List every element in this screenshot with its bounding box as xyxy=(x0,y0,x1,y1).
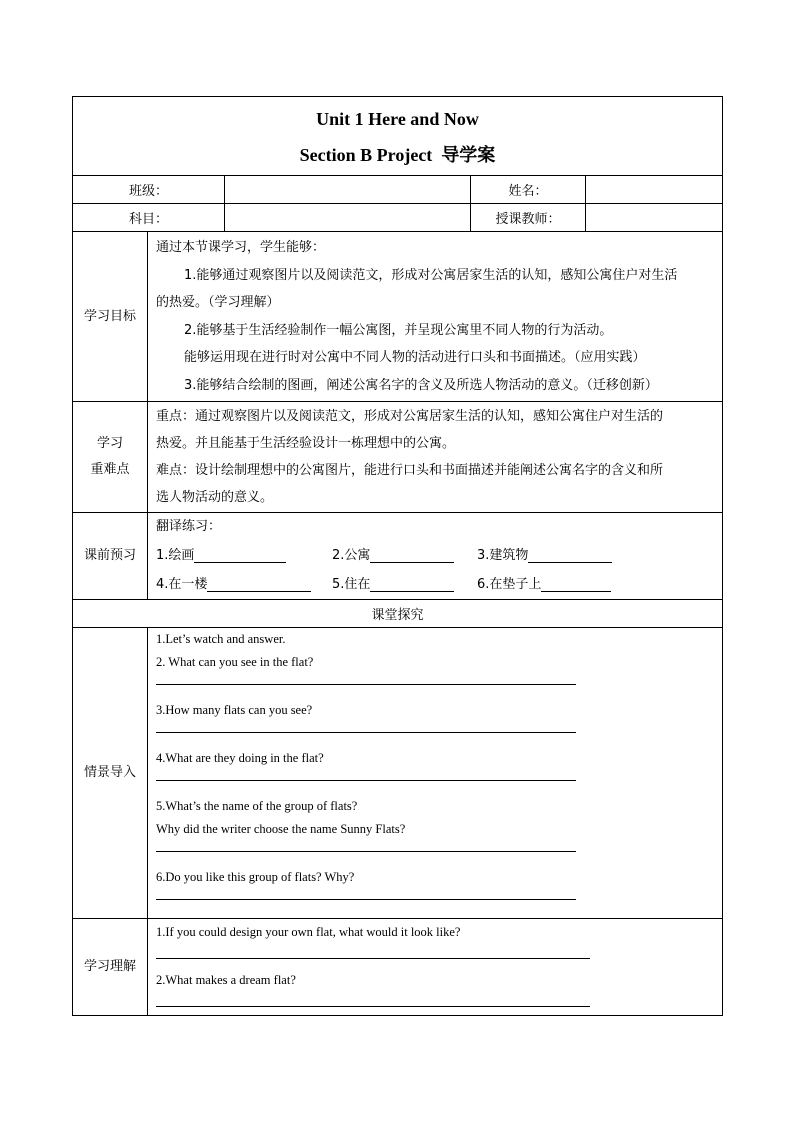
preview-item xyxy=(332,544,477,563)
question: 3.How many flats can you see? xyxy=(156,703,313,717)
preview-answer-line[interactable] xyxy=(528,548,612,563)
worksheet xyxy=(72,96,722,1016)
goals-content xyxy=(148,232,723,402)
preview-item-label: 2.公寓 xyxy=(332,548,371,563)
question: Why did the writer choose the name Sunny Flats? xyxy=(156,822,406,836)
preview-item-label: 6.在垫子上 xyxy=(477,577,542,592)
preview-answer-line[interactable] xyxy=(541,577,611,592)
preview-title: 翻译练习： xyxy=(156,519,222,534)
understand-label: 学习理解 xyxy=(73,919,148,1016)
question: 1.If you could design your own flat, what would it look like? xyxy=(156,925,461,939)
preview-item-label: 3.建筑物 xyxy=(477,548,529,563)
question: 1.Let’s watch and answer. xyxy=(156,632,286,646)
answer-line[interactable] xyxy=(156,674,576,685)
keypoints-content xyxy=(148,402,723,513)
lead-in-label: 情景导入 xyxy=(73,628,148,919)
question: 2.What makes a dream flat? xyxy=(156,973,296,987)
preview-item xyxy=(477,544,612,563)
question: 6.Do you like this group of flats? Why? xyxy=(156,870,355,884)
teacher-label: 授课教师： xyxy=(471,204,586,232)
goal-item: 2.能够基于生活经验制作一幅公寓图，并呈现公寓里不同人物的行为活动。 xyxy=(184,322,613,338)
keypoints-label-line1: 学习 xyxy=(96,436,123,451)
preview-label: 课前预习 xyxy=(73,513,148,600)
key-point: 重点：通过观察图片以及阅读范文，形成对公寓居家生活的认知，感知公寓住户对生活的 xyxy=(156,409,664,424)
preview-answer-line[interactable] xyxy=(370,548,454,563)
preview-item-label: 1.绘画 xyxy=(156,548,195,563)
goal-item: 能够运用现在进行时对公寓中不同人物的活动进行口头和书面描述。（应用实践） xyxy=(184,350,646,365)
section-title-cn: 导学案 xyxy=(441,144,496,166)
understand-content xyxy=(148,919,723,1016)
goal-item: 3.能够结合绘制的图画，阐述公寓名字的含义及所选人物活动的意义。（迁移创新） xyxy=(184,377,658,393)
teacher-field[interactable] xyxy=(586,204,723,232)
title-cell xyxy=(73,97,723,176)
preview-row xyxy=(156,568,714,597)
question: 2. What can you see in the flat? xyxy=(156,655,314,669)
difficult-point: 难点：设计绘制理想中的公寓图片，能进行口头和书面描述并能阐述公寓名字的含义和所 xyxy=(156,463,664,478)
answer-line[interactable] xyxy=(156,944,590,959)
preview-answer-line[interactable] xyxy=(207,577,311,592)
answer-line[interactable] xyxy=(156,770,576,781)
answer-line[interactable] xyxy=(156,992,590,1007)
preview-item xyxy=(156,573,332,592)
preview-row xyxy=(156,539,714,568)
preview-item xyxy=(477,573,611,592)
subject-label: 科目： xyxy=(73,204,225,232)
worksheet-table xyxy=(72,96,723,1016)
section-title-en: Section B Project xyxy=(299,144,433,165)
goals-intro: 通过本节课学习，学生能够： xyxy=(156,240,326,255)
question: 4.What are they doing in the flat? xyxy=(156,751,324,765)
goal-item: 1.能够通过观察图片以及阅读范文，形成对公寓居家生活的认知，感知公寓住户对生活 xyxy=(184,267,678,283)
unit-title: Unit 1 Here and Now xyxy=(316,108,479,129)
question: 5.What’s the name of the group of flats? xyxy=(156,799,358,813)
preview-answer-line[interactable] xyxy=(370,577,454,592)
keypoints-label-line2: 重难点 xyxy=(90,462,130,477)
section-title xyxy=(73,144,722,167)
preview-item xyxy=(332,573,477,592)
preview-item-label: 4.在一楼 xyxy=(156,577,208,592)
difficult-point: 选人物活动的意义。 xyxy=(156,490,274,505)
subject-field[interactable] xyxy=(225,204,471,232)
goals-label: 学习目标 xyxy=(73,232,148,402)
goal-item: 的热爱。（学习理解） xyxy=(156,295,280,310)
lead-in-content xyxy=(148,628,723,919)
keypoints-label xyxy=(73,402,148,513)
class-field[interactable] xyxy=(225,176,471,204)
key-point: 热爱。并且能基于生活经验设计一栋理想中的公寓。 xyxy=(156,436,456,451)
answer-line[interactable] xyxy=(156,722,576,733)
preview-item xyxy=(156,544,332,563)
answer-line[interactable] xyxy=(156,889,576,900)
name-label: 姓名： xyxy=(471,176,586,204)
name-field[interactable] xyxy=(586,176,723,204)
class-explore-heading: 课堂探究 xyxy=(73,600,723,628)
answer-line[interactable] xyxy=(156,841,576,852)
preview-item-label: 5.住在 xyxy=(332,577,371,592)
preview-answer-line[interactable] xyxy=(194,548,286,563)
preview-content xyxy=(148,513,723,600)
class-label: 班级： xyxy=(73,176,225,204)
